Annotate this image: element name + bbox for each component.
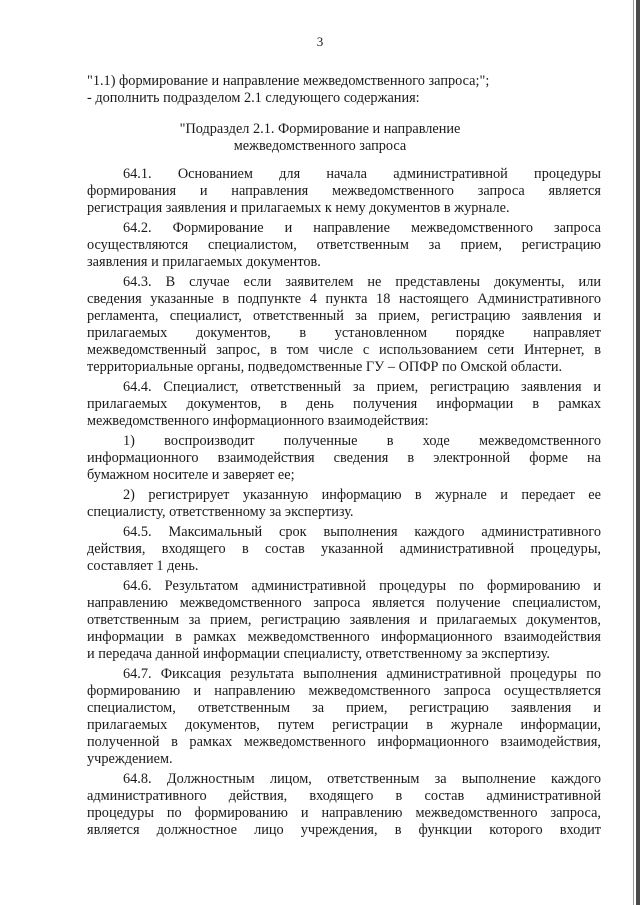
text-line: прилагаемых документов, в день получения информации в рамках xyxy=(87,396,601,412)
text-line: и передача данной информации специалисту, ответственному за экспертизу. xyxy=(87,646,550,662)
subsection-heading-line: "Подраздел 2.1. Формирование и направление xyxy=(179,121,461,137)
text-line: 1) воспроизводит полученные в ходе межведомственного xyxy=(123,433,601,449)
text-line: территориальные органы, подведомственные ГУ – ОПФР по Омской области. xyxy=(87,359,563,375)
subsection-heading-line: межведомственного запроса xyxy=(233,138,407,154)
text-line: является должностное лицо учреждения, в функции которого входит xyxy=(87,822,601,838)
text-line: административного действия, входящего в состав административной xyxy=(87,788,601,804)
text-line: заявления и прилагаемых документов. xyxy=(87,254,321,270)
text-line: 64.8. Должностным лицом, ответственным за выполнение каждого xyxy=(123,771,601,787)
text-line: 64.2. Формирование и направление межведомственного запроса xyxy=(123,220,601,236)
text-line: специалистом, ответственным за прием, регистрацию заявления и xyxy=(87,700,601,716)
text-line: направлению межведомственного запроса является получение специалистом, xyxy=(87,595,601,611)
text-line: специалисту, ответственному за экспертизу. xyxy=(87,504,354,520)
text-line: 2) регистрирует указанную информацию в журнале и передает ее xyxy=(123,487,601,503)
text-line: прилагаемых документов, путем регистрации в журнале информации, xyxy=(87,717,601,733)
text-line: регистрация заявления и прилагаемых к нему документов в журнале. xyxy=(87,200,510,216)
text-line: межведомственного информационного взаимодействия: xyxy=(87,413,429,429)
text-line: 64.4. Специалист, ответственный за прием, регистрацию заявления и xyxy=(123,379,601,395)
text-line: "1.1) формирование и направление межведомственного запроса;"; xyxy=(87,73,490,89)
text-line: 64.7. Фиксация результата выполнения административной процедуры по xyxy=(123,666,601,682)
text-line: 64.1. Основанием для начала административной процедуры xyxy=(123,166,601,182)
text-line: процедуры по формированию и направлению межведомственного запроса, xyxy=(87,805,601,821)
text-line: 64.6. Результатом административной процедуры по формированию и xyxy=(123,578,601,594)
scan-edge-shadow xyxy=(636,0,640,905)
text-line: полученной в рамках межведомственного информационного взаимодействия, xyxy=(87,734,601,750)
text-line: осуществляются специалистом, ответственным за прием, регистрацию xyxy=(87,237,601,253)
text-line: информации в рамках межведомственного информационного взаимодействия xyxy=(87,629,601,645)
text-line: межведомственный запрос, в том числе с использованием сети Интернет, в xyxy=(87,342,601,358)
text-line: регламента, специалист, ответственный за прием, регистрацию заявления и xyxy=(87,308,601,324)
text-line: 64.3. В случае если заявителем не представлены документы, или xyxy=(123,274,601,290)
text-line: прилагаемых документов, в установленном порядке направляет xyxy=(87,325,601,341)
text-line: действия, входящего в состав указанной административной процедуры, xyxy=(87,541,601,557)
text-line: сведения указанные в подпункте 4 пункта 18 настоящего Административного xyxy=(87,291,601,307)
text-line: информационного взаимодействия сведения в электронной форме на xyxy=(87,450,601,466)
text-line: бумажном носителе и заверяет ее; xyxy=(87,467,295,483)
text-line: - дополнить подразделом 2.1 следующего содержания: xyxy=(87,90,420,106)
text-line: составляет 1 день. xyxy=(87,558,199,574)
text-line: 64.5. Максимальный срок выполнения каждого административного xyxy=(123,524,601,540)
text-line: формированию и направлению межведомственного запроса осуществляется xyxy=(87,683,601,699)
text-line: учреждением. xyxy=(87,751,173,767)
scan-edge-line xyxy=(633,0,634,905)
page-number: 3 xyxy=(316,34,324,49)
text-line: формирования и направления межведомственного запроса является xyxy=(87,183,601,199)
text-line: ответственным за прием, регистрацию заявления и прилагаемых документов, xyxy=(87,612,601,628)
